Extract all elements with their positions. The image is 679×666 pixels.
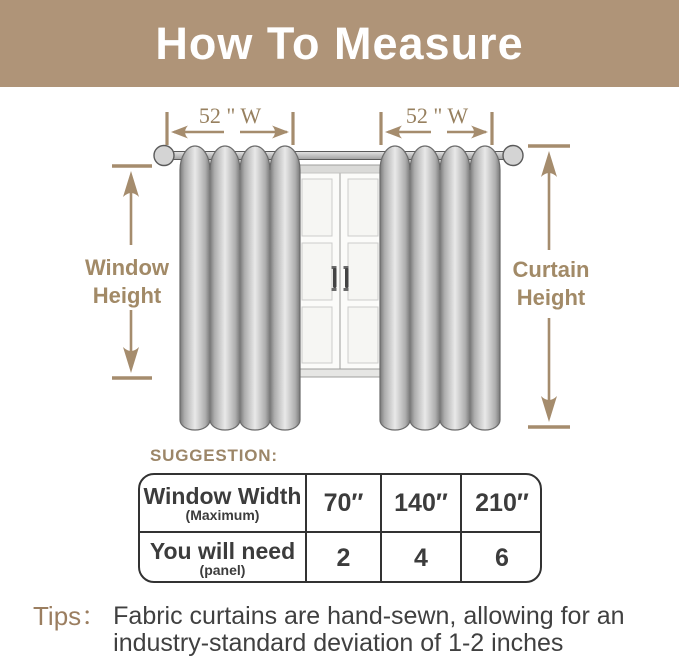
tips-line-2: industry-standard deviation of 1-2 inches — [113, 629, 564, 657]
tips-label: Tips： — [33, 601, 108, 631]
suggestion-heading: SUGGESTION: — [150, 446, 278, 465]
suggestion-table — [138, 473, 542, 583]
table-value: 4 — [414, 543, 428, 572]
window-height-label-line2: Height — [92, 283, 162, 308]
window-pane — [348, 179, 378, 236]
table-value: 210″ — [475, 488, 529, 517]
curtain-panel-left — [180, 146, 300, 430]
window-pane — [348, 243, 378, 300]
width-label-left: 52 " W — [198, 103, 262, 128]
table-cell — [462, 475, 542, 533]
tips-line-1: Fabric curtains are hand-sewn, allowing for an — [113, 602, 625, 630]
table-cell — [382, 475, 462, 533]
curtain-height-label-line2: Height — [516, 285, 586, 310]
table-label: Window Width — [143, 482, 302, 509]
tips-text — [113, 603, 624, 657]
page-title: How To Measure — [155, 17, 524, 69]
window-height-label-line1: Window — [84, 255, 170, 280]
window-pane — [348, 307, 378, 363]
table-value: 70″ — [323, 488, 364, 517]
table-value: 140″ — [394, 488, 448, 517]
table-value: 6 — [495, 543, 509, 572]
table-cell — [462, 533, 542, 583]
table-cell — [307, 533, 382, 583]
table-header-you-will-need — [140, 533, 307, 583]
table-label: You will need — [149, 537, 296, 564]
rod-finial-right-icon — [503, 146, 523, 166]
tips-section — [33, 603, 625, 657]
table-cell — [307, 475, 382, 533]
rod-finial-left-icon — [154, 146, 174, 166]
table-value: 2 — [336, 543, 351, 572]
table-sublabel: (Maximum) — [185, 506, 260, 523]
window-sill — [288, 369, 392, 377]
window-pane — [302, 243, 332, 300]
curtain-height-label-line1: Curtain — [512, 257, 590, 282]
width-label-right: 52 " W — [405, 103, 469, 128]
table-header-window-width — [140, 475, 307, 533]
window-pane — [302, 179, 332, 236]
table-cell — [382, 533, 462, 583]
table-sublabel: (panel) — [199, 561, 246, 578]
curtain-panel-right — [380, 146, 500, 430]
window — [288, 165, 392, 377]
window-pane — [302, 307, 332, 363]
